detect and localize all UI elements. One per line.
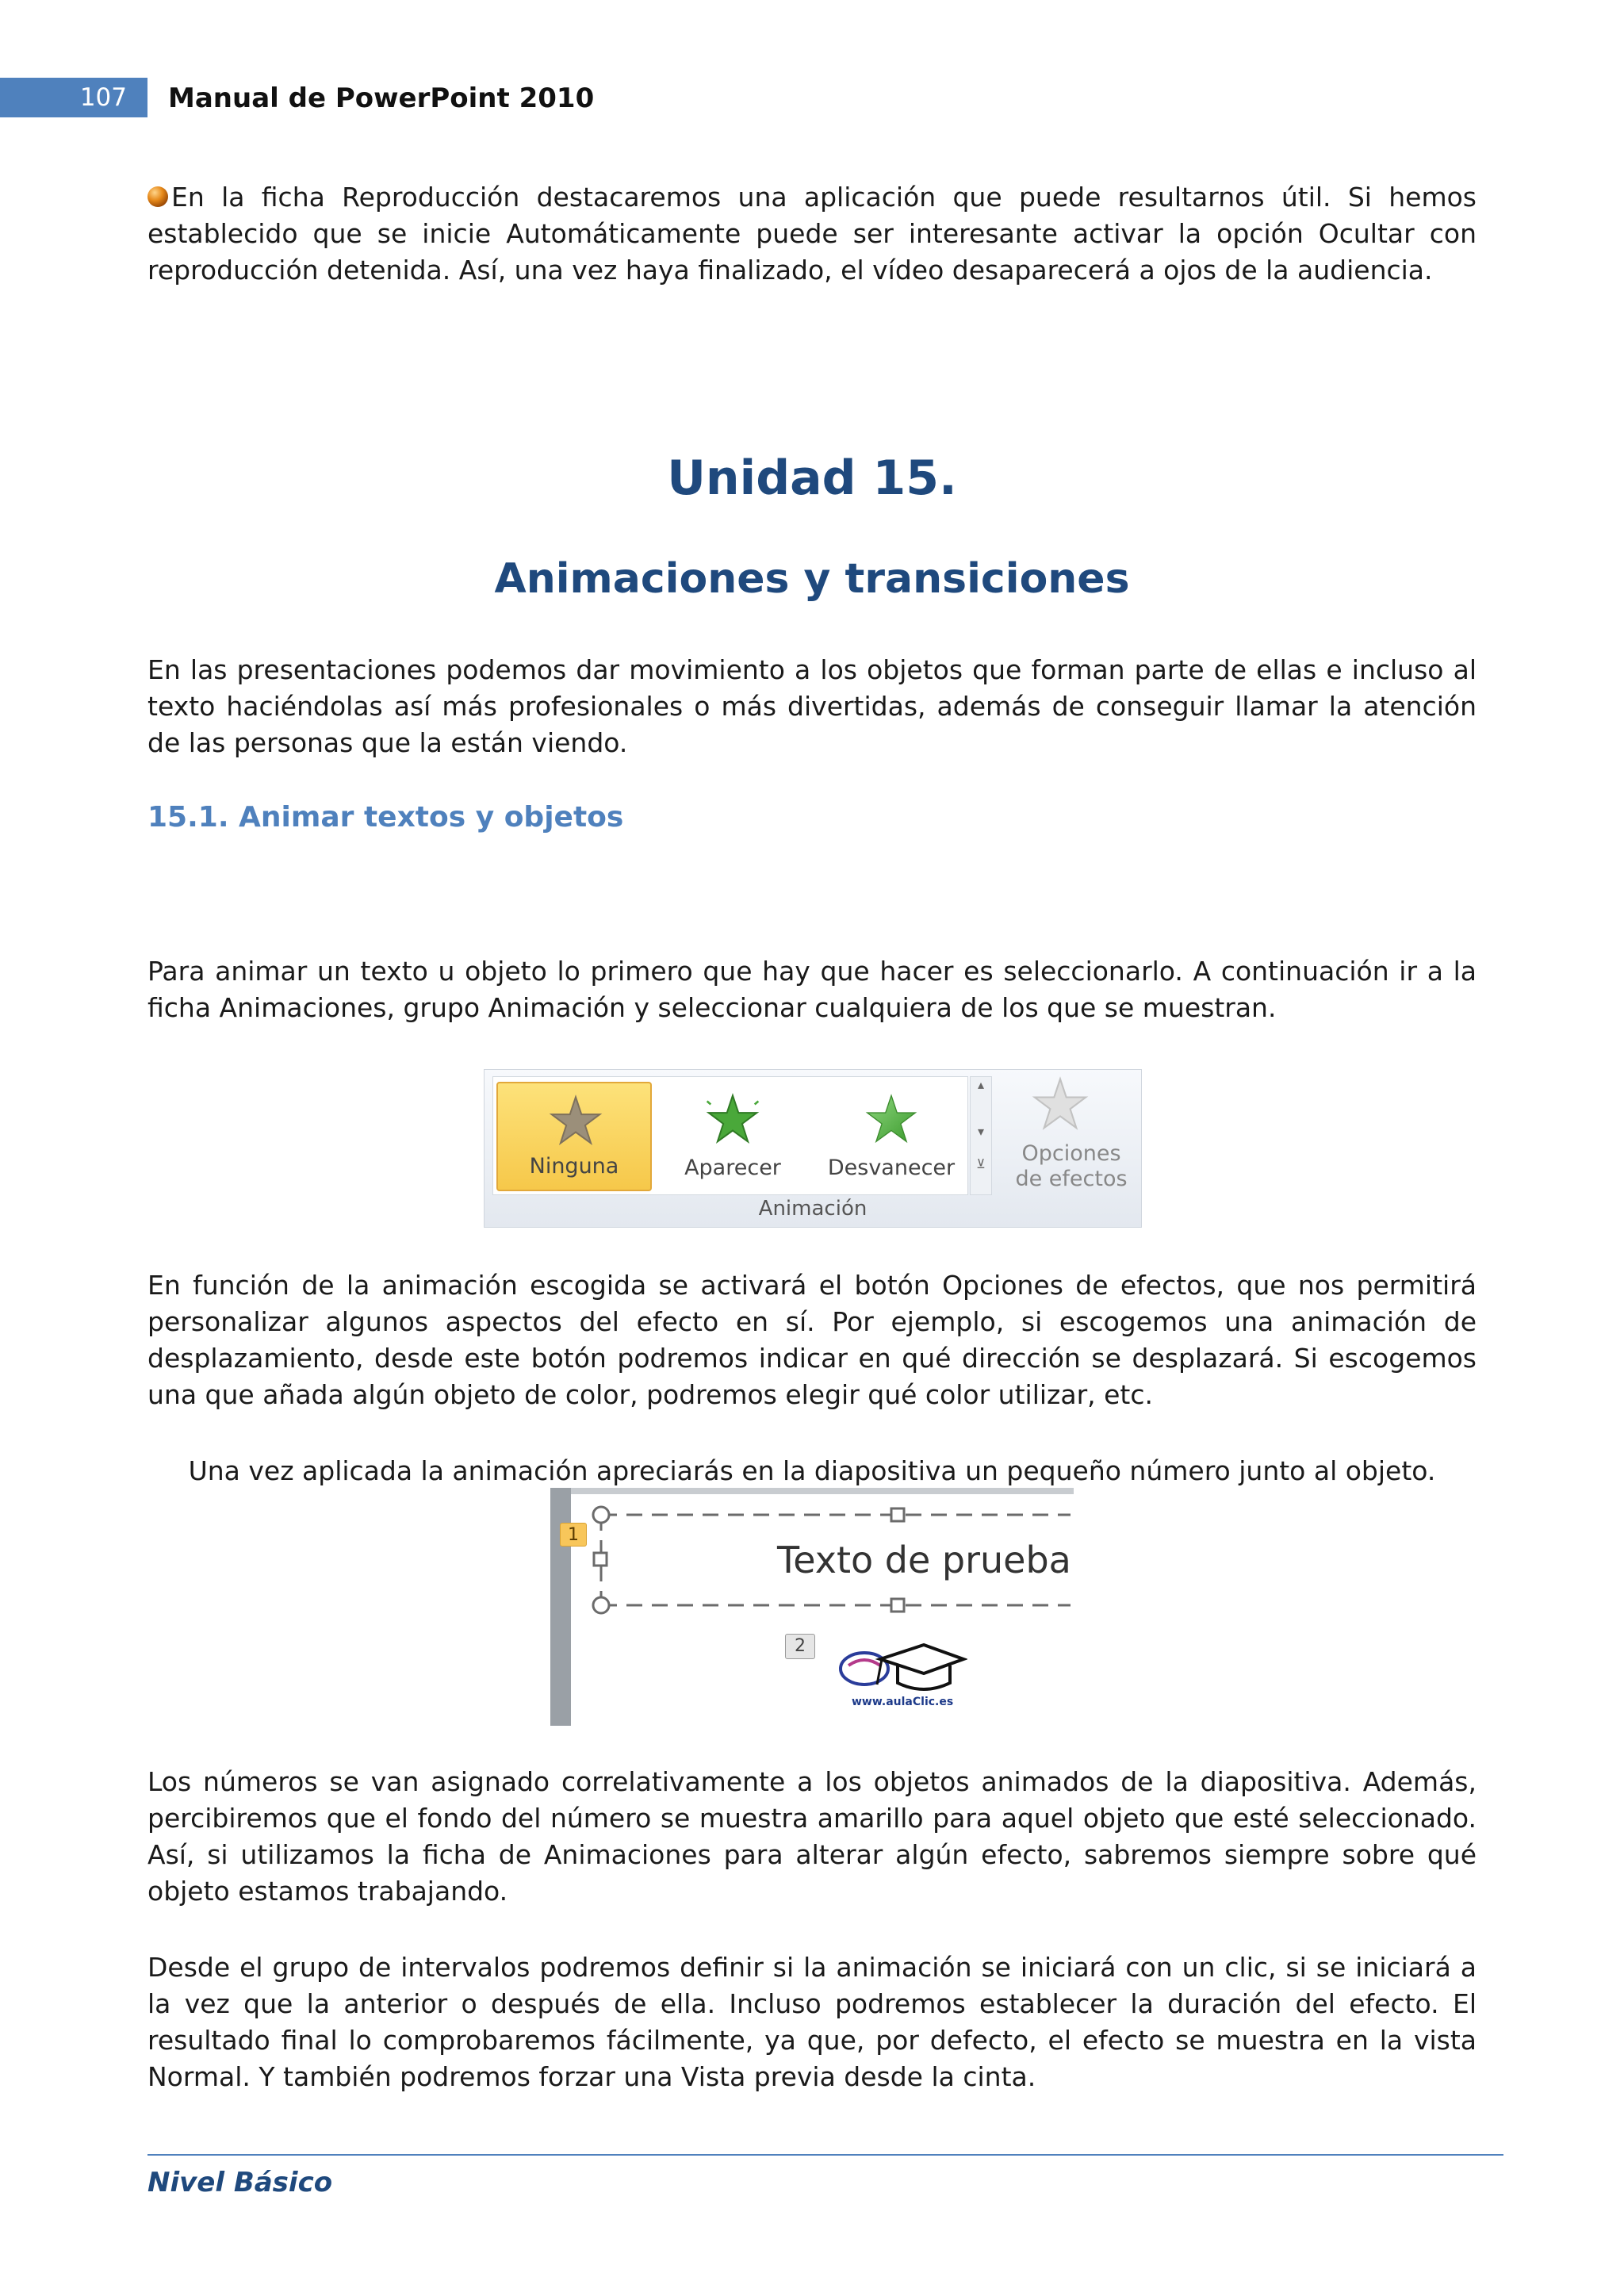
- animation-gallery: [492, 1076, 968, 1195]
- paragraph-opciones: En función de la animación escogida se activará el botón Opciones de efectos, que nos permitirá personalizar algunos aspectos del efecto en sí. Por ejemplo, si escogemos una animación de desplazamiento, desde este botón podremos indicar en qué dirección se desplazará. Si escogemos una que añada algún objeto de color, podremos elegir qué color utilizar, etc.: [147, 1270, 1477, 1410]
- gallery-more-icon[interactable]: ⊻: [976, 1156, 986, 1171]
- effect-options-label-1: Opciones: [1021, 1141, 1121, 1166]
- star-burst-icon: [706, 1093, 760, 1145]
- animation-number-badge[interactable]: 2: [785, 1634, 815, 1659]
- intro-paragraph-text: En la ficha Reproducción destacaremos una aplicación que puede resultarnos útil. Si hemos establecido que se inicie Automáticamente puede ser interesante activar la opción Ocultar con reproducción detenida. Así, una vez haya finalizado, el vídeo desaparecerá a ojos de la audiencia.: [147, 182, 1477, 286]
- unit-title: Unidad 15.: [667, 450, 957, 506]
- effect-options-button[interactable]: [1008, 1141, 1135, 1192]
- caption-numero: Una vez aplicada la animación apreciarás en la diapositiva un pequeño número junto al objeto.: [188, 1455, 1436, 1486]
- section-heading: 15.1. Animar textos y objetos: [147, 801, 624, 834]
- logo-text: www.aulaClic.es: [852, 1696, 954, 1708]
- intro-paragraph: [147, 179, 1477, 289]
- bullet-icon: [147, 186, 168, 207]
- paragraph-animar: Para animar un texto u objeto lo primero que hay que hacer es seleccionarlo. A continuación ir a la ficha Animaciones, grupo Animación y seleccionar cualquiera de los que se muestran.: [147, 956, 1477, 1023]
- page-number: 107: [79, 83, 127, 112]
- star-icon: [549, 1094, 603, 1147]
- animation-appear-label: Aparecer: [684, 1156, 781, 1180]
- animation-fade-label: Desvanecer: [827, 1156, 956, 1180]
- star-fade-icon: [864, 1093, 918, 1145]
- slide-top-edge: [550, 1488, 1074, 1494]
- scroll-down-icon[interactable]: ▾: [977, 1124, 985, 1139]
- slide-example: [550, 1488, 1074, 1726]
- aulaclic-logo-icon: [833, 1627, 967, 1699]
- effect-options-star-icon: [1032, 1076, 1089, 1132]
- animation-number-badge-selected[interactable]: 1: [560, 1523, 587, 1547]
- header-title: Manual de PowerPoint 2010: [168, 82, 595, 114]
- ribbon-group-label: Animación: [758, 1197, 868, 1221]
- animation-ribbon-group: [484, 1069, 1142, 1228]
- scroll-up-icon[interactable]: ▴: [977, 1077, 985, 1092]
- unit-intro-paragraph: En las presentaciones podemos dar movimiento a los objetos que forman parte de ellas e incluso al texto haciéndolas así más profesionales o más divertidas, además de conseguir llamar la atención de las personas que la están viendo.: [147, 654, 1477, 758]
- footer-text: Nivel Básico: [147, 2167, 333, 2198]
- animation-none-label: Ninguna: [529, 1154, 619, 1179]
- paragraph-numeros: Los números se van asignado correlativamente a los objetos animados de la diapositiva. Además, percibiremos que el fondo del número se muestra amarillo para aquel objeto que esté seleccionado. Así, si utilizamos la ficha de Animaciones para alterar algún efecto, sabremos siempre sobre qué objeto estamos trabajando.: [147, 1766, 1477, 1907]
- animation-appear-button[interactable]: [655, 1082, 810, 1191]
- footer-divider: [147, 2154, 1503, 2156]
- sample-text[interactable]: Texto de prueba: [777, 1539, 1071, 1581]
- gallery-scrollbar[interactable]: [970, 1076, 992, 1195]
- effect-options-label-2: de efectos: [1015, 1167, 1128, 1191]
- paragraph-intervalos: Desde el grupo de intervalos podremos definir si la animación se iniciará con un clic, si se iniciará a la vez que la anterior o después de ella. Incluso podremos establecer la duración del efecto. El resultado final lo comprobaremos fácilmente, ya que, por defecto, el efecto se muestra en la vista Normal. Y también podremos forzar una Vista previa desde la cinta.: [147, 1952, 1477, 2092]
- animation-none-button[interactable]: [496, 1082, 652, 1191]
- unit-subtitle: Animaciones y transiciones: [494, 555, 1130, 603]
- animation-fade-button[interactable]: [814, 1082, 969, 1191]
